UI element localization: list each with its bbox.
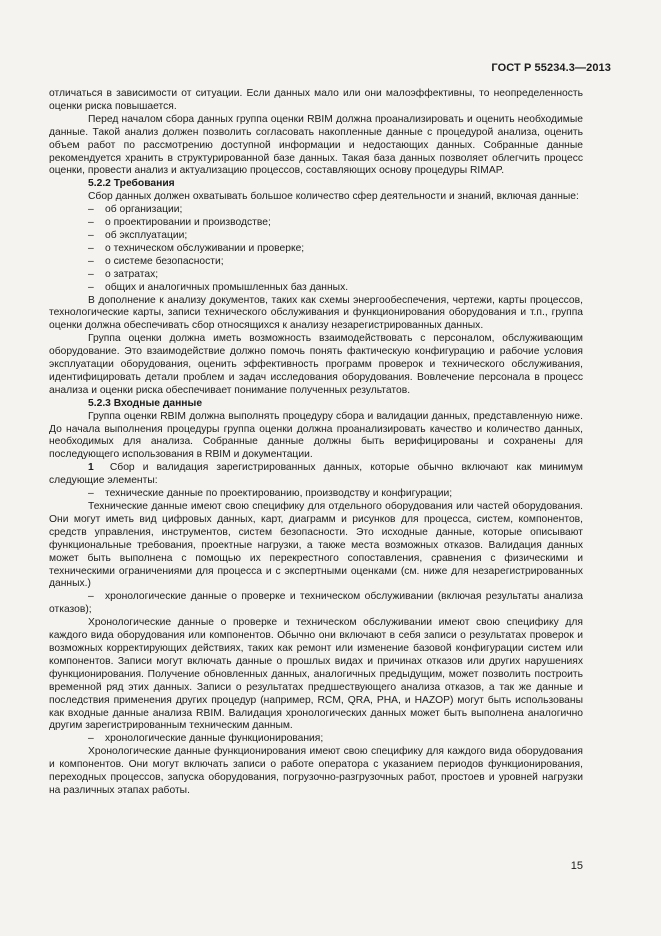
section-heading-5-2-2: 5.2.2 Требования	[88, 178, 175, 190]
dash-bullet: –	[88, 488, 94, 500]
paragraph: Группа оценки должна иметь возможность взаимодействовать с персоналом, обслуживающим оборудование. Это взаимодействие должно помочь понять фактическую конфигурацию и рабочие условия эксплуатации оборудования, оценить эффективность программ проверок и технического обслуживания, идентифицировать детали проблем и задач исследования оборудования. Вовлечение персонала в процесс анализа и оценки риска обеспечивает понимание полученных результатов.	[49, 333, 583, 396]
dash-bullet: –	[88, 591, 94, 603]
page-body	[49, 88, 583, 798]
list-item: – о проектировании и производстве;	[88, 217, 271, 229]
paragraph: Перед началом сбора данных группа оценки RBIM должна проанализировать и оценить необходимые данные. Такой анализ должен позволить согласовать накопленные данные с процедурой анализа, оценить объем работ по рассмотрению доступной информации и недостающих данных. Собранные данные рекомендуется хранить в структурированной базе данных. Такая база данных позволяет облегчить процесс оценки, провести анализ и актуализацию процессов, составляющих основу процедуры RIMAP.	[49, 113, 583, 177]
document-id: ГОСТ Р 55234.3—2013	[491, 62, 611, 74]
numbered-paragraph: 1 Сбор и валидация зарегистрированных данных, которые обычно включают как минимум следующие элементы:	[49, 462, 583, 487]
item-number: 1	[88, 462, 94, 474]
dash-bullet: –	[88, 268, 94, 280]
paragraph: Технические данные имеют свою специфику для отдельного оборудования или частей оборудования. Они могут иметь вид цифровых данных, карт, диаграмм и рисунков для процесса, систем, компонентов, средств управления, инструментов, систем безопасности. Это исходные данные, которые описывают функциональные требования, проектные нагрузки, а также места возможных отказов. Валидация данных может быть выполнена с помощью их перекрестного сопоставления, сравнения с физическими и техническими ограничениями для процесса и с экспертными оценками (см. ниже для незарегистрированных данных.)	[49, 501, 583, 590]
list-item: – технические данные по проектированию, производству и конфигурации;	[88, 488, 453, 500]
dash-bullet: –	[88, 217, 94, 229]
dash-bullet: –	[88, 733, 94, 745]
paragraph: Группа оценки RBIM должна выполнять процедуру сбора и валидации данных, представленную ниже. До начала выполнения процедуры группа оценки должна проанализировать качество и количество данных, необходимых для анализа. Собранные данные должны быть верифицированы и сохранены для последующего использования в RBIM и документации.	[49, 410, 583, 461]
paragraph: отличаться в зависимости от ситуации. Если данных мало или они малоэффективны, то неопределенность оценки риска повышается.	[49, 88, 583, 112]
list-item: – о системе безопасности;	[88, 255, 224, 267]
dash-bullet: –	[88, 229, 94, 241]
dash-bullet: –	[88, 242, 94, 254]
list-item: – общих и аналогичных промышленных баз данных.	[88, 281, 349, 293]
paragraph: Хронологические данные функционирования имеют свою специфику для каждого вида оборудования и компонентов. Они могут включать записи о работе оператора с указанием периодов функционирования, переходных процессов, запуска оборудования, погрузочно-разгрузочных работ, простоев и уровней нагрузки на различных этапах работы.	[49, 746, 583, 796]
dash-bullet: –	[88, 204, 94, 216]
paragraph: В дополнение к анализу документов, таких как схемы энергообеспечения, чертежи, карты процессов, технологические карты, записи технического обслуживания и функционирования оборудования и т.п., группа оценки должна обеспечивать сбор относящихся к анализу незарегистрированных данных.	[49, 294, 583, 332]
list-item: – о затратах;	[88, 268, 159, 280]
requirements-list	[49, 204, 583, 294]
list-item: – о техническом обслуживании и проверке;	[88, 242, 305, 254]
section-heading-5-2-3: 5.2.3 Входные данные	[88, 397, 203, 409]
paragraph: Хронологические данные о проверке и техническом обслуживании имеют свою специфику для каждого вида оборудования или компонентов. Обычно они включают в себя записи о результатах проверок и возможных корректирующих действиях, таких как ремонт или изменение базовой конфигурации систем или компонентов. Записи могут включать данные о прошлых видах и причинах отказов или других нарушениях функционирования. Получение обновленных данных, аналогичных предыдущим, может позволить построить временной ряд этих данных. Записи о результатах предшествующего анализа отказов, а так же данные и последствия применения других процедур (например, RCM, QRA, PHA, и HAZOP) могут быть использованы как входные данные анализа RBIM. Валидация хронологических данных может быть выполнена аналогично другим зарегистрированным техническим данным.	[49, 617, 583, 732]
paragraph: Сбор данных должен охватывать большое количество сфер деятельности и знаний, включая данные:	[88, 191, 579, 203]
dash-bullet: –	[88, 255, 94, 267]
list-item: – об организации;	[88, 204, 183, 216]
dash-bullet: –	[88, 281, 94, 293]
list-item: – хронологические данные о проверке и техническом обслуживании (включая результаты анализа отказов);	[49, 591, 583, 616]
list-item: – хронологические данные функционирования;	[88, 733, 324, 745]
page-number: 15	[570, 860, 583, 872]
list-item: – об эксплуатации;	[88, 229, 188, 241]
